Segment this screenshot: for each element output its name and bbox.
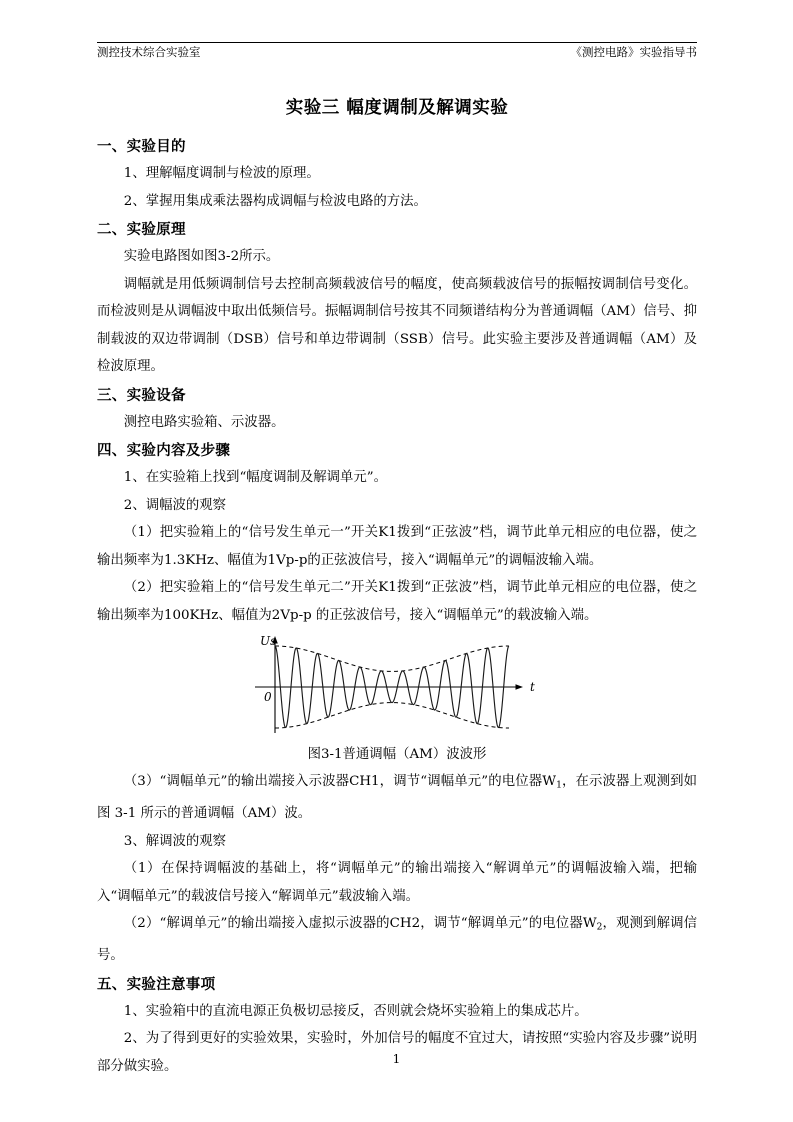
section-4-item-2: 2、调幅波的观察 [123,497,227,513]
header-left-text: 测控技术综合实验室 [97,45,201,59]
after-figure-item-1 [97,768,697,828]
section-heading-5: 五、实验注意事项 [97,975,216,993]
section-4-item-1: 1、在实验箱上找到“幅度调制及解调单元”。 [123,470,388,485]
section-3-item-1: 测控电路实验箱、示波器。 [123,414,285,430]
figure-am-waveform [97,633,697,768]
section-heading-1: 一、实验目的 [97,138,186,155]
section-2-item-1: 实验电路图如图3-2所示。 [123,249,280,264]
header-right-text: 《测控电路》实验指导书 [570,45,697,59]
figure-caption: 图3-1普通调幅（AM）波波形 [307,747,487,762]
section-experiment-equipment [97,384,697,437]
upper-envelope [275,646,509,671]
section-experiment-purpose [97,135,697,215]
after-figure-item-4: （2）“解调单元”的输出端接入虚拟示波器的CH2，调节“解调单元”的电位器$W_2$，观测到解调信号。 [97,916,697,964]
x-axis-arrow [516,684,524,690]
section-5-item-2: 2、为了得到更好的实验效果，实验时，外加信号的幅度不宜过大，请按照“实验内容及步骤”说明部分做实验。 [97,1031,697,1074]
y-axis-label: Us [260,634,277,648]
page-number: 1 [392,1052,401,1066]
section-1-item-1: 1、理解幅度调制与检波的原理。 [123,166,320,181]
figure-graphic [247,633,547,742]
section-5-item-1: 1、实验箱中的直流电源正负极切忌接反，否则就会烧坏实验箱上的集成芯片。 [123,1003,588,1019]
section-4-item-3: （1）把实验箱上的“信号发生单元一”开关K1拨到“正弦波”档，调节此单元相应的电位器，使之输出频率为1.3KHz、幅值为1Vp-p的正弦波信号，接入“调幅单元”的调幅波输入端。 [97,525,697,568]
am-waveform-svg [247,633,547,738]
section-4-item-4: （2）把实验箱上的“信号发生单元二”开关K1拨到“正弦波”档，调节此单元相应的电位器，使之输出频率为100KHz、幅值为2Vp-p 的正弦波信号，接入“调幅单元”的载波输入端。 [97,580,697,623]
section-heading-3: 三、实验设备 [97,386,186,404]
x-axis-label: t [530,680,535,694]
section-2-item-2: 调幅就是用低频调制信号去控制高频载波信号的幅度，使高频载波信号的振幅按调制信号变化。而检波则是从调幅波中取出低频信号。振幅调制信号按其不同频谱结构分为普通调幅（AM）信号、抑制载波的双边带调制（DSB）信号和单边带调制（SSB）信号。此实验主要涉及普通调幅（AM）及检波原理。 [97,276,697,374]
section-1-item-2: 2、掌握用集成乘法器构成调幅与检波电路的方法。 [123,193,427,209]
section-experiment-steps [97,439,697,629]
section-experiment-principle [97,218,697,381]
header-rule [97,42,697,43]
after-figure-item-2: 3、解调波的观察 [123,833,227,849]
section-heading-4: 四、实验内容及步骤 [97,442,231,459]
section-heading-2: 二、实验原理 [97,221,186,238]
page-title: 实验三 幅度调制及解调实验 [285,98,509,118]
origin-label: 0 [264,690,272,704]
after-figure-text-1: （3）“调幅单元”的输出端接入示波器CH1，调节“调幅单元”的电位器$W_1$，在示波器上观测到如图 3-1 所示的普通调幅（AM）波。 [97,774,698,822]
after-figure-item-3: （1）在保持调幅波的基础上，将“调幅单元”的输出端接入“解调单元”的调幅波输入端，把输入“调幅单元”的载波信号接入“解调单元”载波输入端。 [97,861,697,904]
